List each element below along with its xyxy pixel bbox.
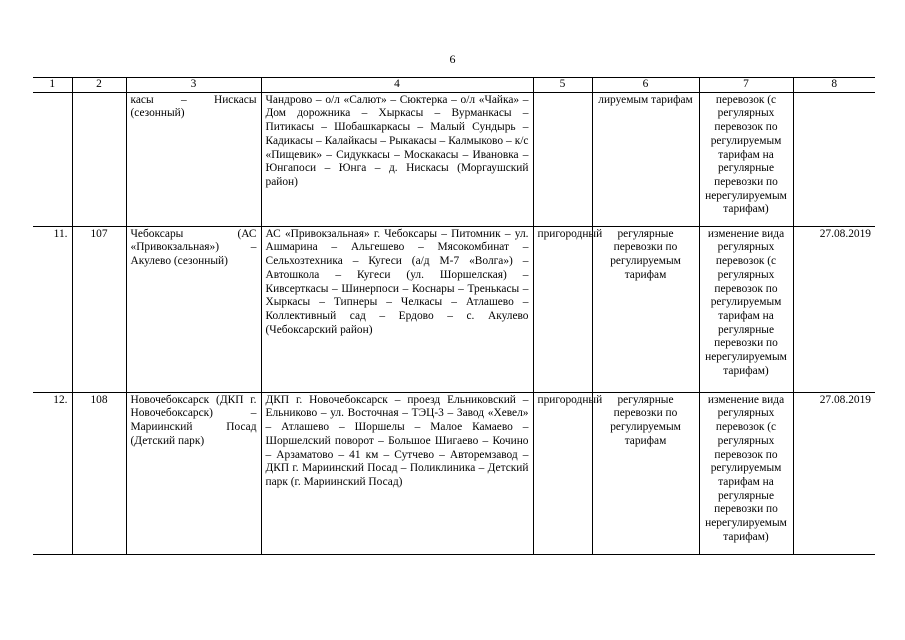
route-code: 108: [72, 392, 126, 554]
change-date: 27.08.2019: [793, 392, 875, 554]
change-date: [793, 92, 875, 226]
row-number: 12.: [33, 392, 72, 554]
route-path: Чандрово – о/л «Салют» – Сюктерка – о/л «Чайка» – Дом дорожника – Хыркасы – Вурманкасы – Питикасы – Шобашкаркасы – Малый Сундырь – Кадикасы – Калайкасы – Рыкакасы – Калмыково – к/с «Пищевик» – Сидуккасы – Москакасы – Ивановка – Юнгапоси – Юнга – д. Нискасы (Моргаушский район): [261, 92, 533, 226]
row-number: 11.: [33, 226, 72, 392]
header-row: [33, 78, 875, 93]
routes-table: [33, 77, 875, 555]
route-name: Чебоксары (АС «Привокзальная») – Акулево (сезонный): [126, 226, 261, 392]
route-path: ДКП г. Новочебоксарск – проезд Ельниковский – Ельниково – ул. Восточная – ТЭЦ-3 – Завод «Хевел» – Атлашево – Шоршелы – Малое Камаево – Шоршелский поворот – Большое Шигаево – Кочино – Арзаматово – 41 км – Сутчево – Авторемзавод – ДКП г. Мариинский Посад – Поликлиника – Детский парк (г. Мариинский Посад): [261, 392, 533, 554]
change-description: изменение вида регулярных перевозок (с регулярных перевозок по регулируемым тарифам на регулярные перевозки по нерегулируемым тарифам): [699, 392, 793, 554]
route-type: пригородный: [533, 392, 592, 554]
header-cell-8: 8: [793, 78, 875, 93]
change-description: изменение вида регулярных перевозок (с регулярных перевозок по регулируемым тарифам на регулярные перевозки по нерегулируемым тарифам): [699, 226, 793, 392]
table-header: [33, 78, 875, 93]
transport-kind: лируемым тарифам: [592, 92, 699, 226]
header-cell-2: 2: [72, 78, 126, 93]
transport-kind: регулярные перевозки по регулируемым тарифам: [592, 392, 699, 554]
row-number: [33, 92, 72, 226]
transport-kind: регулярные перевозки по регулируемым тарифам: [592, 226, 699, 392]
header-cell-5: 5: [533, 78, 592, 93]
change-date: 27.08.2019: [793, 226, 875, 392]
header-cell-1: 1: [33, 78, 72, 93]
route-name: Новочебоксарск (ДКП г. Новочебоксарск) – Мариинский Посад (Детский парк): [126, 392, 261, 554]
route-code: 107: [72, 226, 126, 392]
route-type: пригородный: [533, 226, 592, 392]
header-cell-6: 6: [592, 78, 699, 93]
table-row: [33, 226, 875, 392]
header-cell-7: 7: [699, 78, 793, 93]
table-row: [33, 92, 875, 226]
route-type: [533, 92, 592, 226]
page-number: 6: [449, 52, 456, 66]
change-description: перевозок (с регулярных перевозок по регулируемым тарифам на регулярные перевозки по нерегулируемым тарифам): [699, 92, 793, 226]
route-path: АС «Привокзальная» г. Чебоксары – Питомник – ул. Ашмарина – Альгешево – Мясокомбинат – Сельхозтехника – Кугеси (а/д М-7 «Волга») – Автошкола – Кугеси (ул. Шоршелская) – Кивсерткасы – Шинерпоси – Коснары – Тренькасы – Хыркасы – Типнеры – Челкасы – Атлашево – Коллективный сад – Ердово – с. Акулево (Чебоксарский район): [261, 226, 533, 392]
route-code: [72, 92, 126, 226]
header-cell-4: 4: [261, 78, 533, 93]
route-name: касы – Нискасы (сезонный): [126, 92, 261, 226]
header-cell-3: 3: [126, 78, 261, 93]
table-row: [33, 392, 875, 554]
